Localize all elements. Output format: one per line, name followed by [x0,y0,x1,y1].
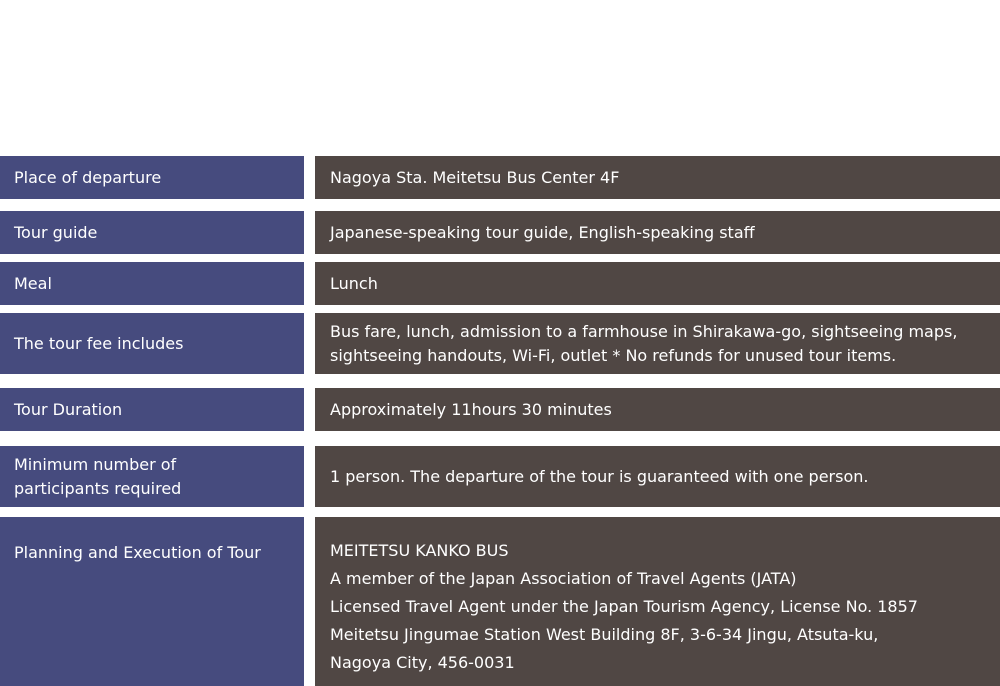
row-label: Tour Duration [14,399,123,419]
row-label-cell [0,211,304,254]
row-value-cell [315,446,1000,507]
row-value: 1 person. The departure of the tour is guaranteed with one person. [330,466,869,486]
row-meal [0,262,1000,305]
row-label: The tour fee includes [14,333,184,353]
row-tour-fee-includes [0,313,1000,374]
row-value: Bus fare, lunch, admission to a farmhouse in Shirakawa-go, sightseeing maps, sightseeing handouts, Wi-Fi, outlet * No refunds for unused tour items. [330,321,958,365]
row-label: Meal [14,273,52,293]
row-value: Nagoya Sta. Meitetsu Bus Center 4F [330,167,620,187]
row-minimum-participants [0,446,1000,507]
row-value-cell [315,262,1000,305]
row-value-cell [315,313,1000,374]
row-label-cell [0,156,304,199]
row-value: Lunch [330,273,378,293]
row-label-cell [0,446,304,507]
row-tour-guide [0,211,1000,254]
row-value: Approximately 11hours 30 minutes [330,399,612,419]
row-value-cell [315,156,1000,199]
row-value-cell [315,211,1000,254]
row-label: Tour guide [14,222,98,242]
row-label: Planning and Execution of Tour [14,543,261,562]
row-value: Japanese-speaking tour guide, English-speaking staff [330,222,755,242]
row-tour-duration [0,388,1000,431]
row-value-cell [315,388,1000,431]
row-value: MEITETSU KANKO BUS A member of the Japan Association of Travel Agents (JATA) Licensed Travel Agent under the Japan Tourism Agency, License No. 1857 Meitetsu Jingumae Station West Building 8F, 3-6-34 Jingu, Atsuta-ku, Nagoya City, 456-0031 [330,541,918,672]
row-place-of-departure [0,156,1000,199]
row-label-cell [0,517,304,686]
row-label-cell [0,262,304,305]
row-label-cell [0,313,304,374]
row-label: Place of departure [14,167,162,187]
row-value-cell [315,517,1000,686]
row-label: Minimum number of participants required [14,454,182,498]
row-label-cell [0,388,304,431]
row-planning-and-execution [0,517,1000,686]
